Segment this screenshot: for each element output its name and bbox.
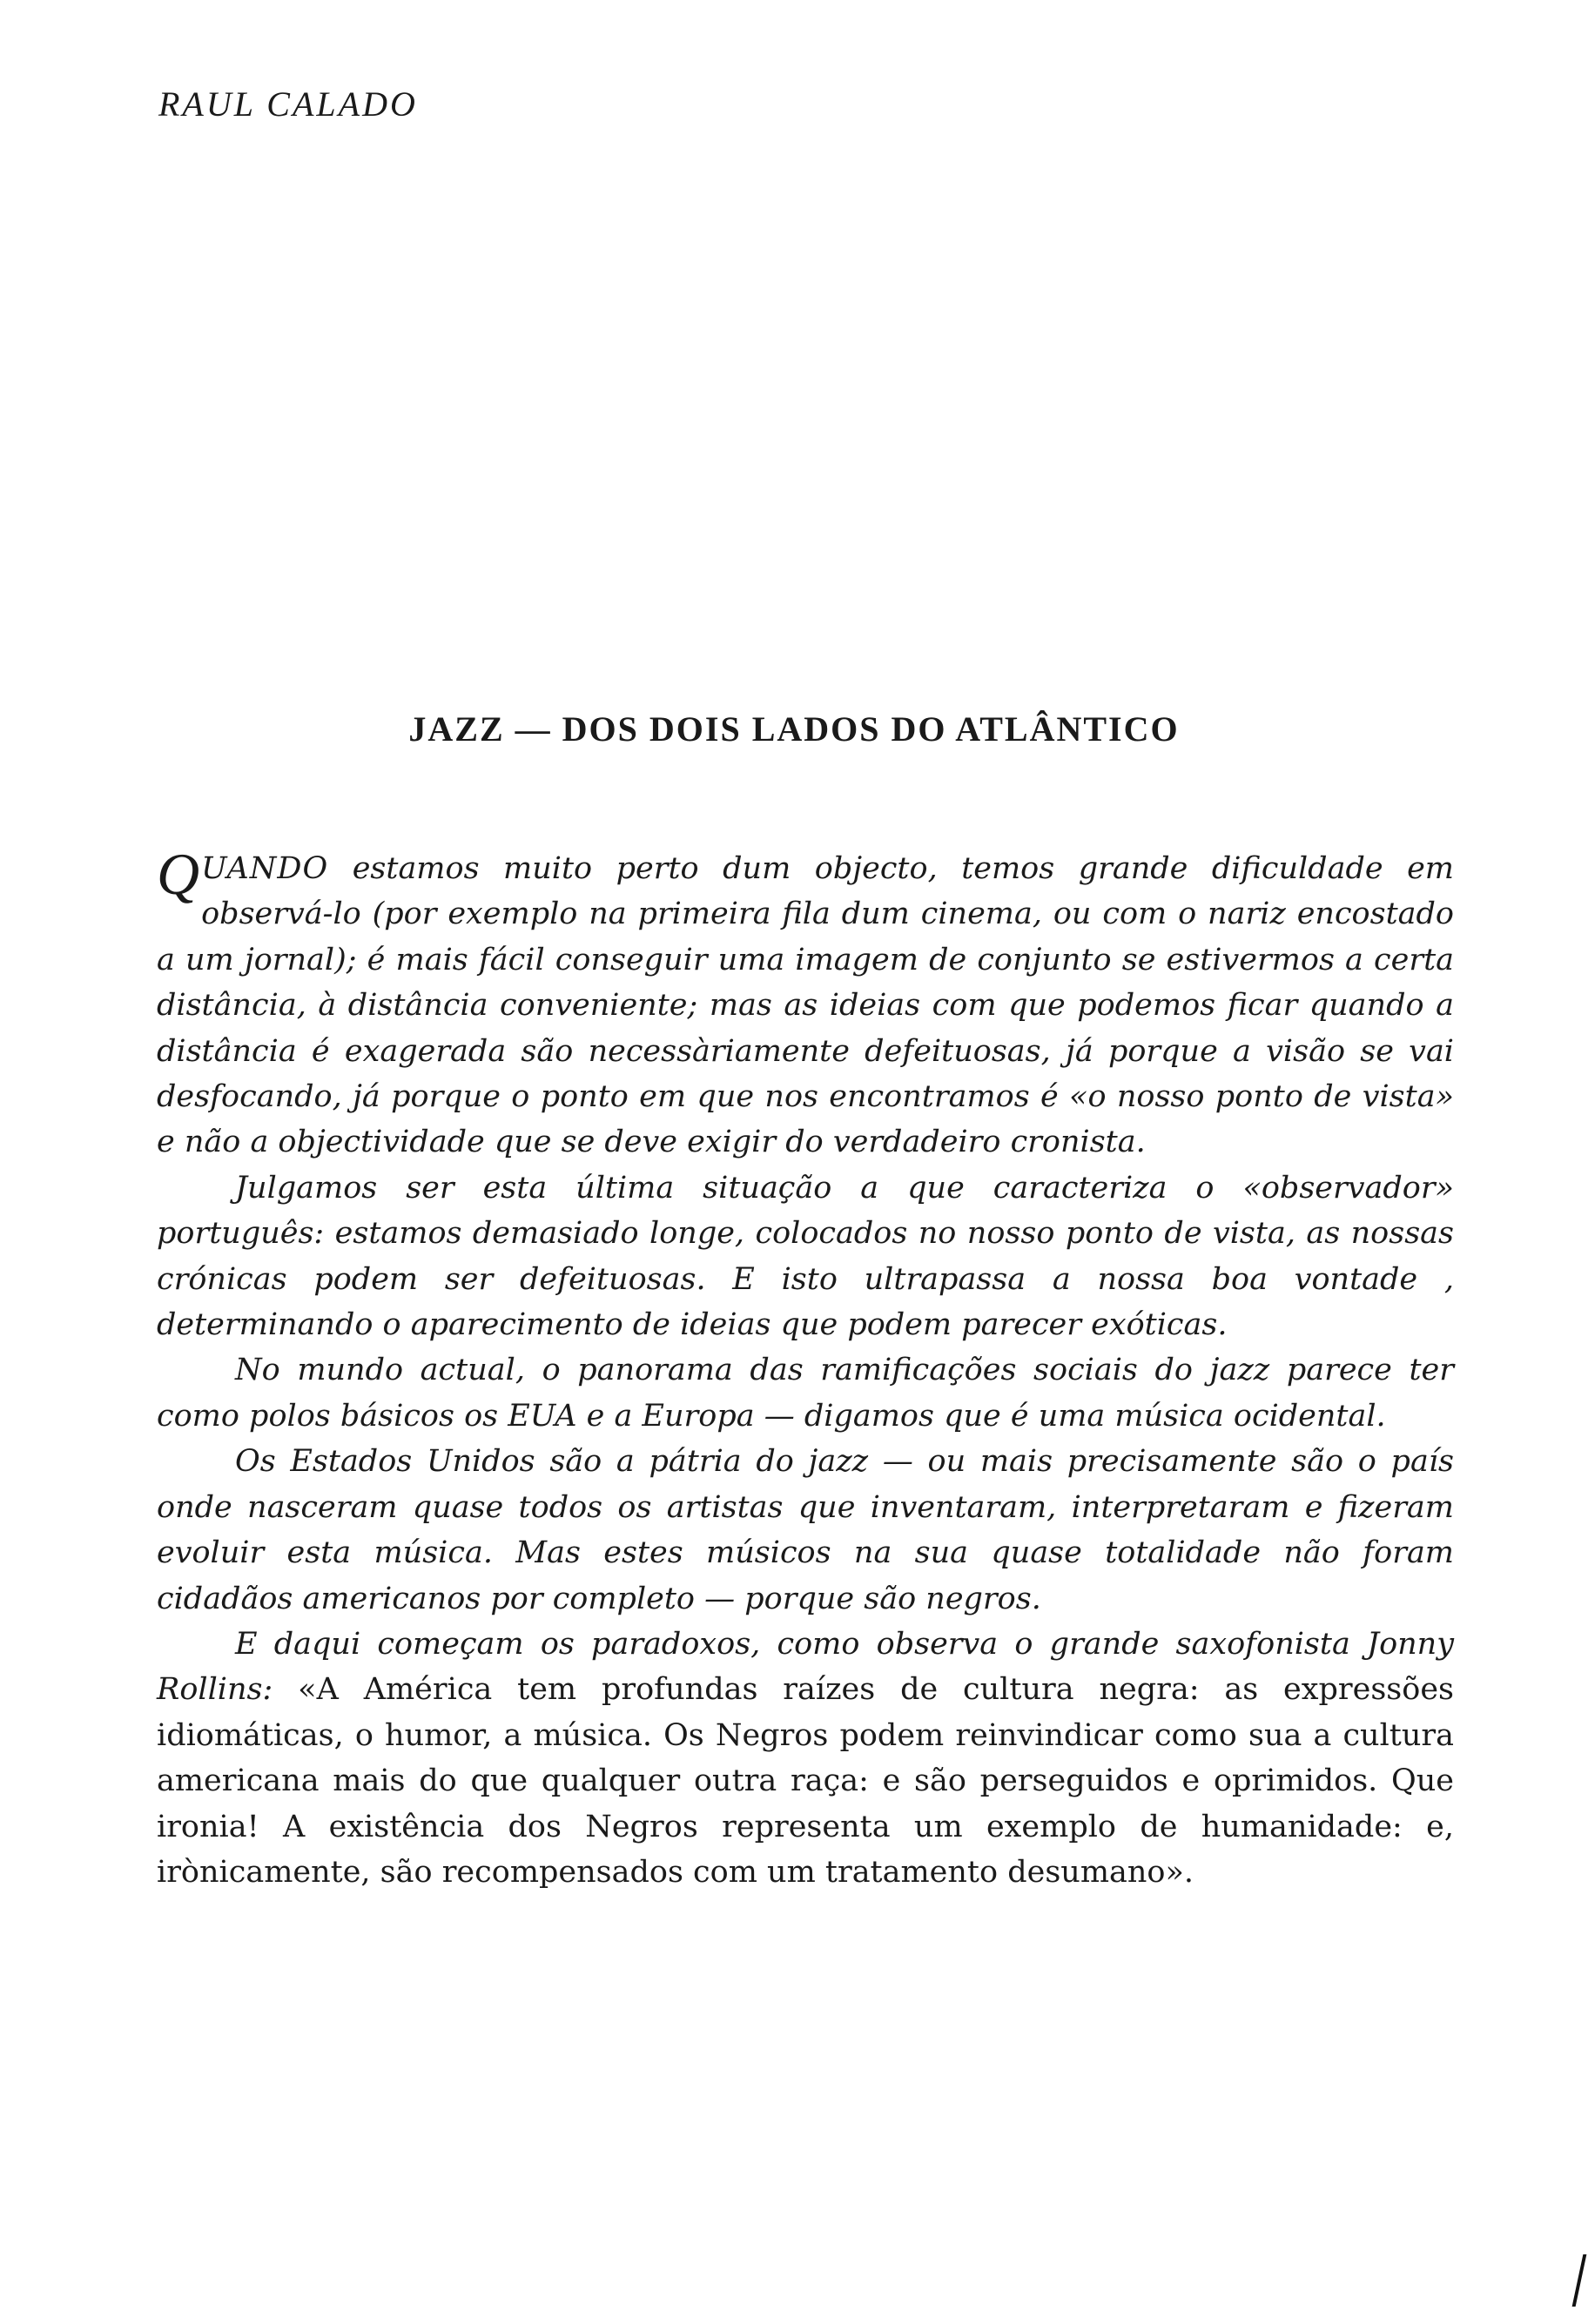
paragraph-4: Os Estados Unidos são a pátria do jazz — ou mais precisamente são o país onde nasceram quase todos os artistas que inventaram, interpretaram e fizeram evoluir esta música. Mas estes músicos na sua quase totalidade não foram cidadãos americanos por completo — porque são negros.: [157, 1444, 1454, 1616]
rollins-quote: «A América tem profundas raízes de cultura negra: as expressões idiomáticas, o humor, a música. Os Negros podem reinvindicar como sua a cultura americana mais do que qualquer outra raça: e são perseguidos e oprimidos. Que ironia! A existência dos Negros representa um exemplo de humanidade: e, irònicamente, são recompensados com um tratamento desumano».: [157, 1672, 1454, 1890]
lead-word: UANDO: [201, 851, 329, 886]
author-name: RAUL CALADO: [158, 84, 418, 124]
article-title: JAZZ — DOS DOIS LADOS DO ATLÂNTICO: [408, 709, 1180, 749]
drop-cap: Q: [157, 841, 200, 907]
paragraph-2: Julgamos ser esta última situação a que caracteriza o «observador» português: estamos demasiado longe, colocados no nosso ponto de vista, as nossas crónicas podem ser defeituosas. E isto ultrapassa a nossa boa vontade , determinando o aparecimento de ideias que podem parecer exóticas.: [157, 1170, 1454, 1343]
paragraph-5: [157, 1622, 1454, 1895]
paragraph-1-text: estamos muito perto dum objecto, temos grande dificuldade em observá-lo (por exemplo na primeira fila dum cinema, ou com o nariz encostado a um jornal); é mais fácil conseguir uma imagem de conjunto se estivermos a certa distância, à distância conveniente; mas as ideias com que podemos ficar quando a distância é exagerada são necessàriamente defeituosas, já porque a visão se vai desfocando, já porque o ponto em que nos encontramos é «o nosso ponto de vista» e não a objectividade que se deve exigir do verdadeiro cronista.: [157, 851, 1454, 1160]
article-body: [157, 841, 1454, 1895]
margin-mark: [1572, 2254, 1587, 2307]
paragraph-5-intro: E daqui começam os paradoxos, como observa o grande saxofonista Jonny Rollins:: [157, 1626, 1454, 1708]
paragraph-1: [157, 841, 1454, 1165]
paragraph-3: No mundo actual, o panorama das ramificações sociais do jazz parece ter como polos básicos os EUA e a Europa — digamos que é uma música ocidental.: [157, 1353, 1454, 1434]
